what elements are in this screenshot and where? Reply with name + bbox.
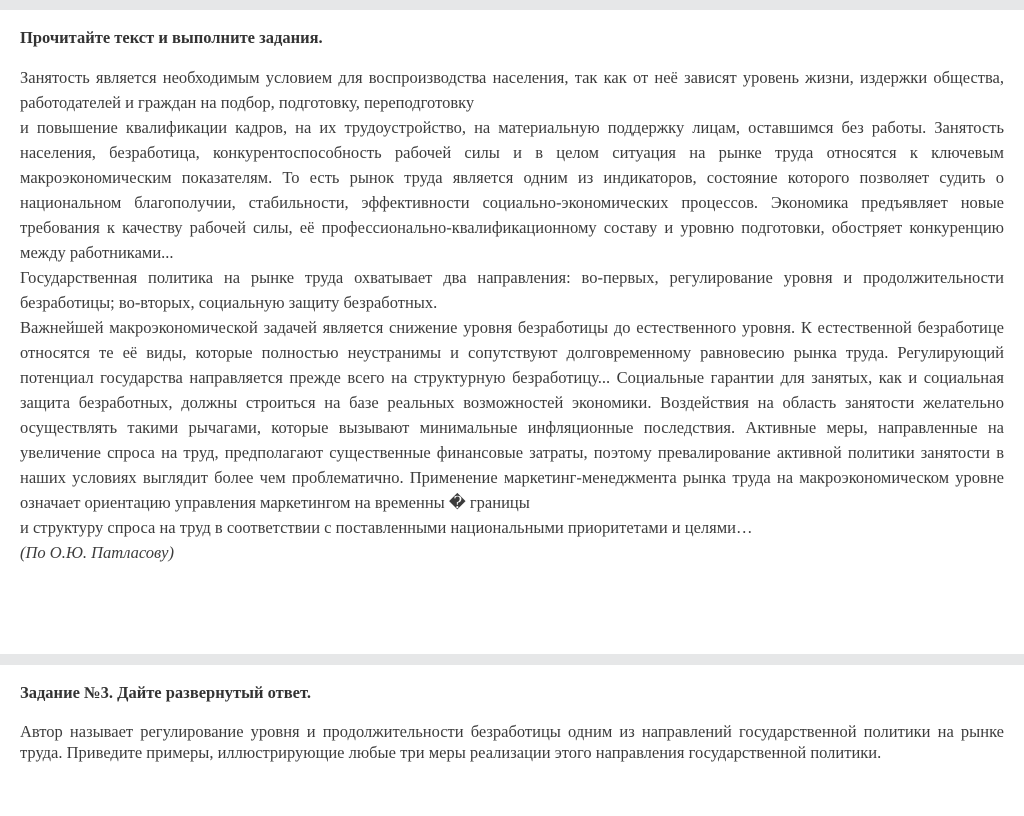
paragraph-5: и структуру спроса на труд в соответствии с поставленными национальными приоритетами и целями… [20, 518, 753, 537]
task-section [20, 665, 1004, 763]
author-attribution: (По О.Ю. Патласову) [20, 543, 174, 562]
top-divider [0, 0, 1024, 10]
task-text: Автор называет регулирование уровня и продолжительности безработицы одним из направлений государственной политики на рынке труда. Приведите примеры, иллюстрирующие любые три меры реализации этого направления государственной политики. [20, 722, 1004, 762]
reading-heading: Прочитайте текст и выполните задания. [20, 28, 323, 47]
paragraph-4: Важнейшей макроэкономической задачей является снижение уровня безработицы до естественного уровня. К естественной безработице относятся те её виды, которые полностью неустранимы и сопутствуют долговременному равновесию рынка труда. Регулирующий потенциал государства направляется прежде всего на структурную безработицу... Социальные гарантии для занятых, как и социальная защита безработных, должны строиться на базе реальных возможностей экономики. Воздействия на область занятости желательно осуществлять такими рычагами, которые вызывают минимальные инфляционные последствия. Активные меры, направленные на увеличение спроса на труд, предполагают существенные финансовые затраты, поэтому превалирование активной политики занятости в наших условиях выглядит более чем проблематично. Применение маркетинг-менеджмента рынка труда на макроэкономическом уровне означает ориентацию управления маркетингом на временны � границы [20, 318, 1004, 512]
reading-section [0, 28, 1024, 565]
paragraph-1: Занятость является необходимым условием для воспроизводства населения, так как от неё зависят уровень жизни, издержки общества, работодателей и граждан на подбор, подготовку, переподготовку [20, 68, 1004, 112]
paragraph-2: и повышение квалификации кадров, на их трудоустройство, на материальную поддержку лицам, оставшимся без работы. Занятость населения, безработица, конкурентоспособность рабочей силы и в целом ситуация на рынке труда относятся к ключевым макроэкономическим показателям. То есть рынок труда является одним из индикаторов, состояние которого позволяет судить о национальном благополучии, стабильности, эффективности социально-экономических процессов. Экономика предъявляет новые требования к качеству рабочей силы, её профессионально-квалификационному составу и уровню подготовки, обостряет конкуренцию между работниками... [20, 118, 1004, 262]
reading-text [20, 65, 1004, 565]
paragraph-3: Государственная политика на рынке труда охватывает два направления: во-первых, регулирование уровня и продолжительности безработицы; во-вторых, социальную защиту безработных. [20, 268, 1004, 312]
section-divider [0, 654, 1024, 665]
task-heading: Задание №3. Дайте развернутый ответ. [20, 683, 311, 702]
